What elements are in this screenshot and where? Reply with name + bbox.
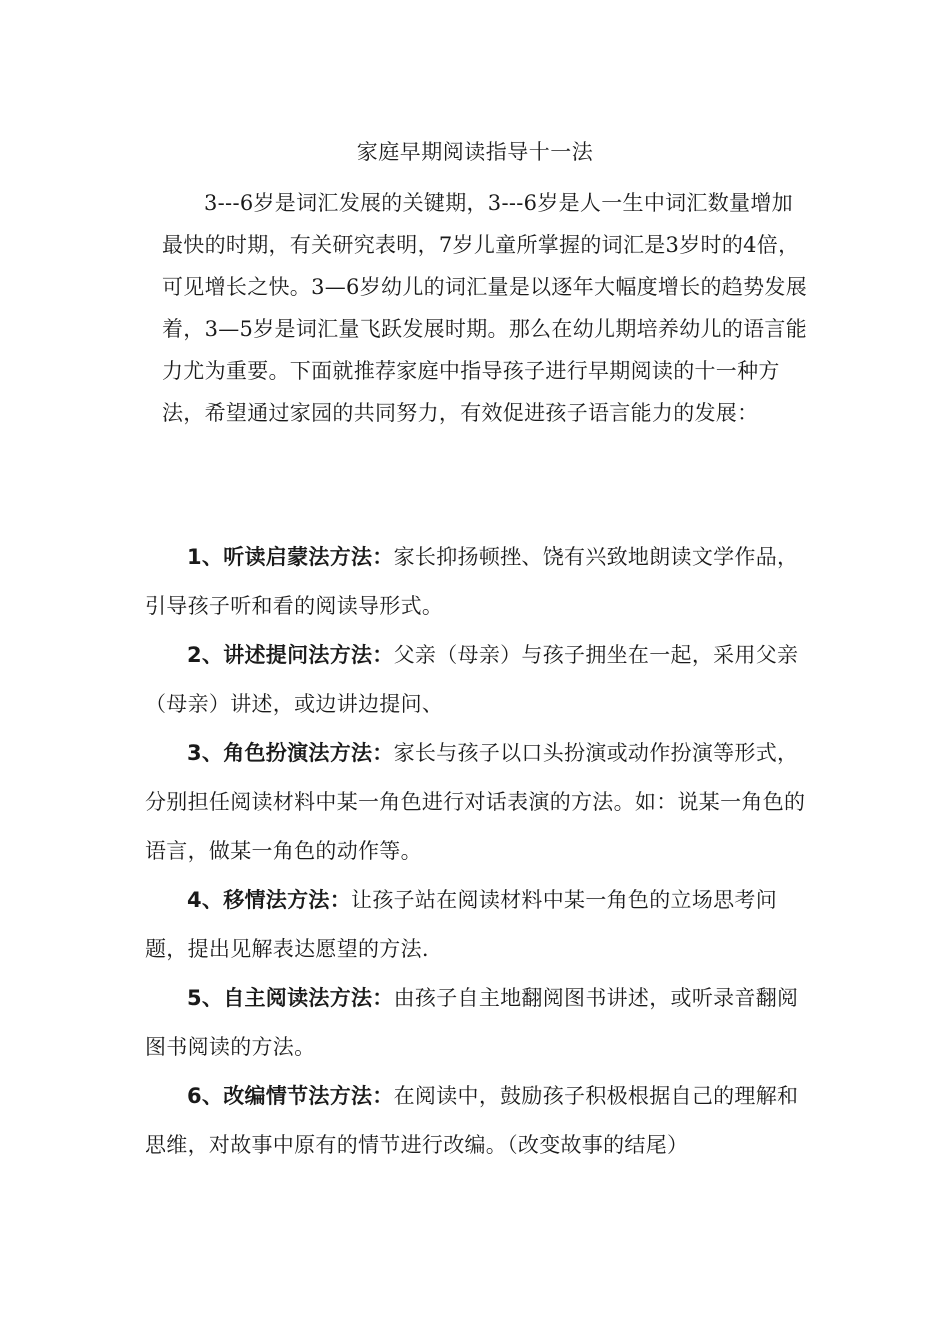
method-item-4	[145, 876, 815, 974]
method-text: 家长与孩子以口头扮演或动作扮演等形式，分别担任阅读材料中某一角色进行对话表演的方法。如：说某一角色的语言，做某一角色的动作等。	[145, 741, 806, 863]
method-label: 2、讲述提问法方法：	[187, 643, 394, 667]
method-label: 5、自主阅读法方法：	[187, 986, 394, 1010]
method-text: 父亲（母亲）与孩子拥坐在一起，采用父亲（母亲）讲述，或边讲边提问、	[145, 643, 799, 716]
method-item-1	[145, 533, 815, 631]
method-item-5	[145, 974, 815, 1072]
method-label: 6、改编情节法方法：	[187, 1084, 394, 1108]
method-text: 家长抑扬顿挫、饶有兴致地朗读文学作品，引导孩子听和看的阅读导形式。	[145, 545, 799, 618]
method-text: 由孩子自主地翻阅图书讲述，或听录音翻阅图书阅读的方法。	[145, 986, 799, 1059]
method-item-2	[145, 631, 815, 729]
method-item-3	[145, 729, 815, 876]
method-label: 1、听读启蒙法方法：	[187, 545, 394, 569]
method-label: 4、移情法方法：	[187, 888, 352, 912]
method-list	[145, 533, 815, 1170]
intro-paragraph: 3---6岁是词汇发展的关键期，3---6岁是人一生中词汇数量增加最快的时期，有关研究表明，7岁儿童所掌握的词汇是3岁时的4倍，可见增长之快。3—6岁幼儿的词汇量是以逐年大幅度增长的趋势发展着，3—5岁是词汇量飞跃发展时期。那么在幼儿期培养幼儿的语言能力尤为重要。下面就推荐家庭中指导孩子进行早期阅读的十一种方法，希望通过家园的共同努力，有效促进孩子语言能力的发展：	[162, 191, 808, 425]
method-text: 让孩子站在阅读材料中某一角色的立场思考问题，提出见解表达愿望的方法.	[145, 888, 778, 961]
method-label: 3、角色扮演法方法：	[187, 741, 394, 765]
method-item-6	[145, 1072, 815, 1170]
method-text: 在阅读中，鼓励孩子积极根据自己的理解和思维，对故事中原有的情节进行改编。（改变故事的结尾）	[145, 1084, 799, 1157]
document-title: 家庭早期阅读指导十一法	[356, 140, 594, 164]
